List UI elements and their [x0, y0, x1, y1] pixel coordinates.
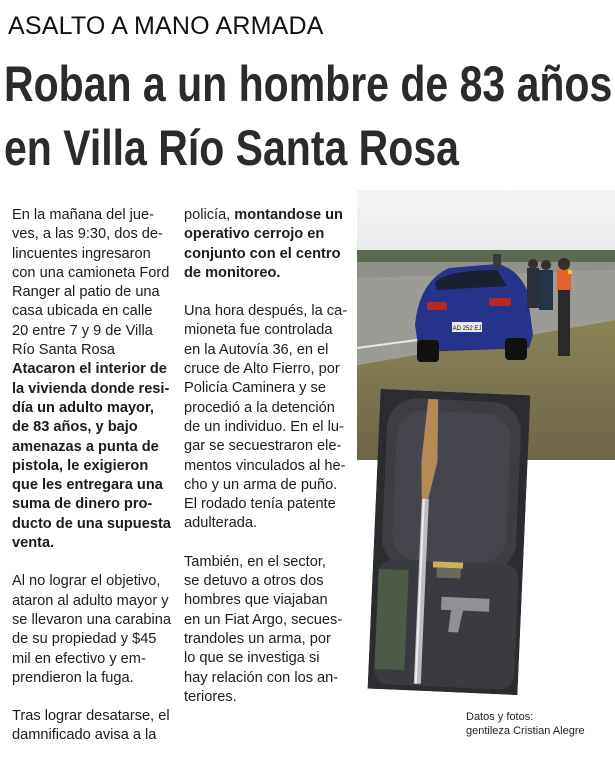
text-line: teriores. — [184, 688, 237, 705]
text-line: hombres que viajaban — [184, 592, 328, 609]
text-line: mioneta fue controlada — [184, 322, 333, 339]
text-line: cho y un arma de puño. — [184, 476, 338, 493]
text-line: con una camioneta Ford — [12, 264, 170, 281]
text-line: operativo cerrojo en — [184, 226, 325, 243]
text-line: amenazas a punta de — [12, 438, 159, 455]
text-line: mil en efectivo y em- — [12, 650, 146, 667]
text-line: la vivienda donde resi- — [12, 380, 170, 397]
photo-credit — [466, 710, 585, 738]
text-line: procedió a la detención — [184, 399, 335, 416]
text-line: de un individuo. En el lu- — [184, 418, 344, 435]
text-line: Río Santa Rosa — [12, 342, 116, 359]
text-line: ves, a las 9:30, dos de- — [12, 226, 163, 243]
text-line: ducto de una supuesta — [12, 515, 171, 532]
photo-weapons-on-seat — [368, 389, 531, 695]
text-line: hay relación con los an- — [184, 669, 339, 686]
paragraph-1 — [12, 206, 172, 553]
text-line: cruce de Alto Fierro, por — [184, 361, 340, 378]
text-line: Atacaron el interior de — [12, 361, 167, 378]
text-line: suma de dinero pro- — [12, 496, 153, 513]
text-line: Policía Caminera y se — [184, 380, 326, 397]
paragraph-3 — [12, 707, 172, 746]
text-line: trandoles un arma, por — [184, 630, 331, 647]
headline-line-1: Roban a un hombre de 83 años — [4, 56, 613, 112]
article-column-1 — [12, 206, 172, 765]
text-line: pistola, le exigieron — [12, 457, 149, 474]
text-line: que les entregara una — [12, 477, 163, 494]
text-line: 20 entre 7 y 9 de Villa — [12, 322, 153, 339]
text-line: damnificado avisa a la — [12, 727, 157, 744]
text-line: montandose un — [234, 207, 343, 223]
text-line: conjunto con el centro — [184, 245, 341, 262]
text-line: Ranger al patio de una — [12, 284, 160, 301]
weapons-image — [368, 389, 531, 695]
text-line: de monitoreo. — [184, 264, 281, 281]
text-line: lo que se investiga si — [184, 650, 320, 667]
text-line: casa ubicada en calle — [12, 303, 153, 320]
text-line: Al no lograr el objetivo, — [12, 573, 161, 590]
license-plate: AD 252 EJ — [452, 326, 482, 332]
text-line: se detuvo a otros dos — [184, 573, 324, 590]
text-line: venta. — [12, 535, 55, 552]
paragraph-2 — [12, 572, 172, 688]
text-line: mentos vinculados al he- — [184, 457, 346, 474]
text-line: El rodado tenía patente — [184, 496, 336, 513]
text-line: gar se secuestraron ele- — [184, 438, 342, 455]
paragraph-4: policía, montandose un operativo cerrojo en conjunto con el centro de monitoreo. — [184, 207, 343, 281]
text-line: lincuentes ingresaron — [12, 245, 151, 262]
text-line: ataron al adulto mayor y — [12, 592, 169, 609]
paragraph-5 — [184, 302, 348, 534]
headline — [4, 52, 613, 180]
text-line: de 83 años, y bajo — [12, 419, 138, 436]
text-line: en un Fiat Argo, secues- — [184, 611, 343, 628]
text-line: También, en el sector, — [184, 553, 326, 570]
text-line: prendieron la fuga. — [12, 669, 134, 686]
credit-line-2: gentileza Cristian Alegre — [466, 725, 585, 737]
text-line: de su propiedad y $45 — [12, 631, 157, 648]
credit-line-1: Datos y fotos: — [466, 711, 534, 723]
text-line: se llevaron una carabina — [12, 611, 172, 628]
text-line: día un adulto mayor, — [12, 399, 154, 416]
headline-line-2: en Villa Río Santa Rosa — [4, 120, 459, 176]
kicker: ASALTO A MANO ARMADA — [8, 12, 324, 40]
text-line: Una hora después, la ca- — [184, 303, 348, 320]
paragraph-6 — [184, 553, 348, 707]
text-line: En la mañana del jue- — [12, 207, 154, 223]
text-line: Tras lograr desatarse, el — [12, 708, 170, 725]
text-line: en la Autovía 36, en el — [184, 341, 329, 358]
text-line: adulterada. — [184, 515, 258, 532]
article-column-2 — [184, 206, 348, 726]
